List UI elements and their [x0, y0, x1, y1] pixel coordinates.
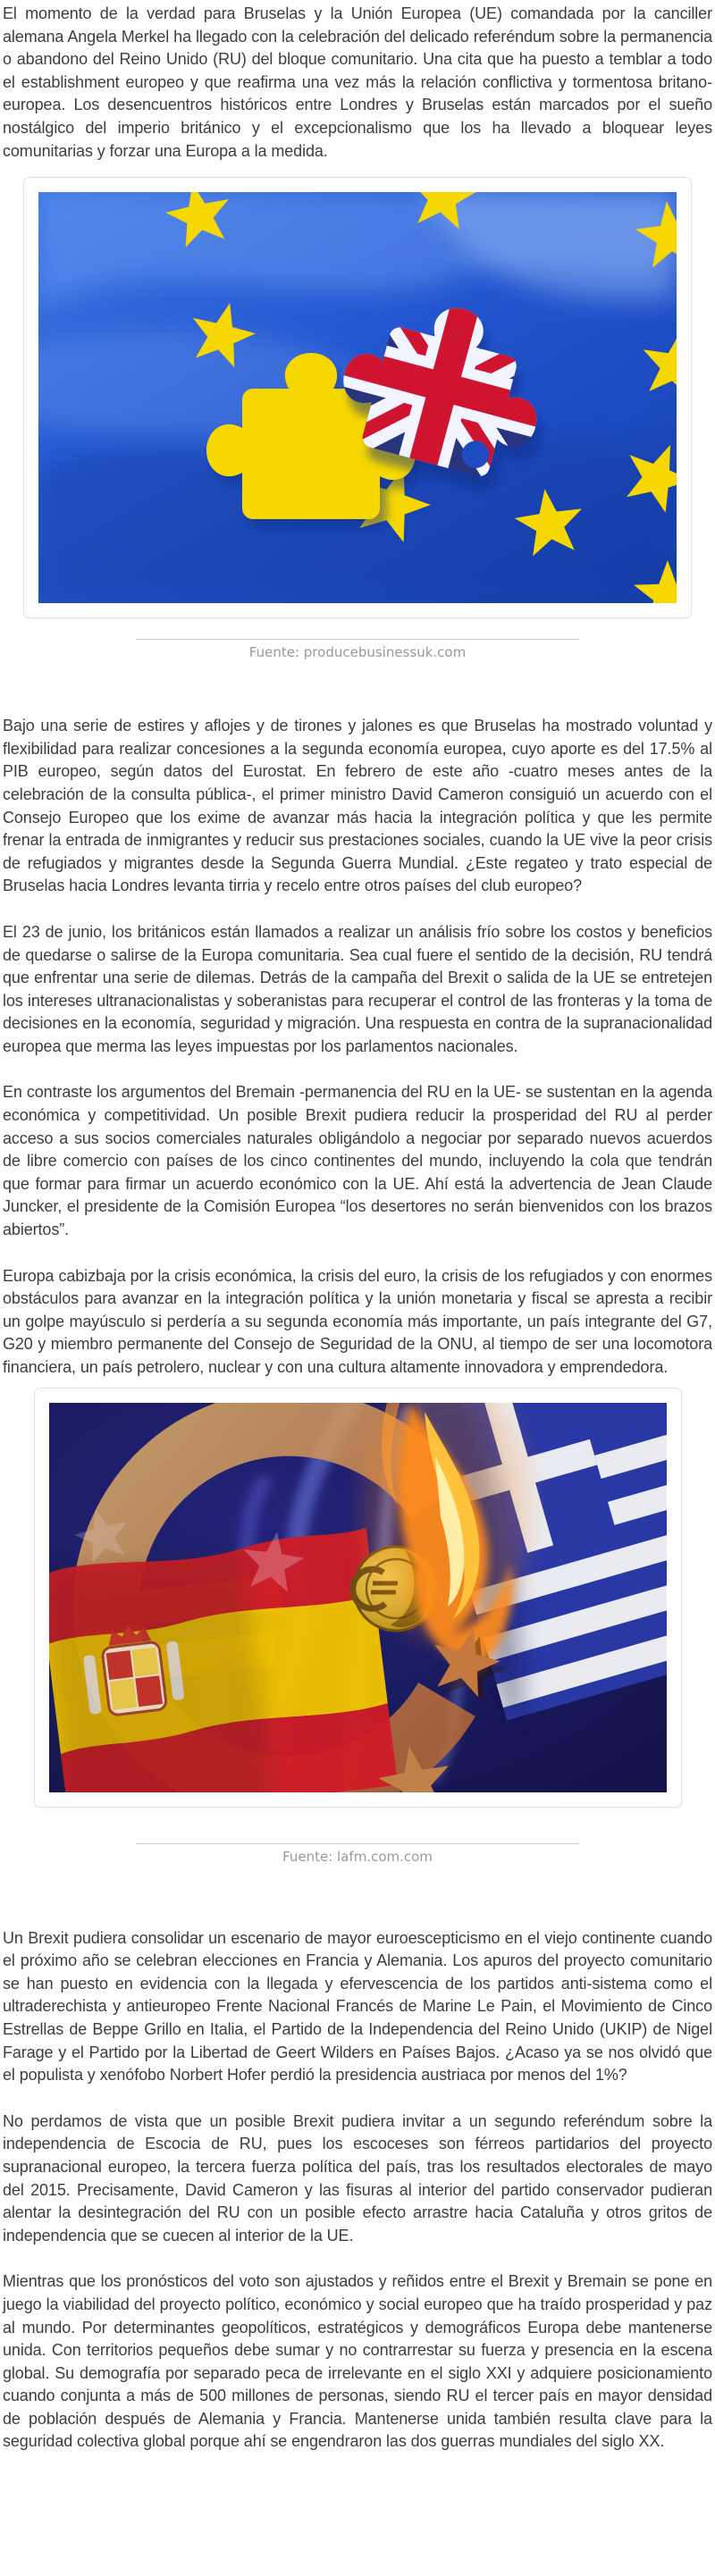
caption-divider [136, 639, 579, 640]
figure-caption: Fuente: producebusinessuk.com [248, 644, 467, 661]
figure-eu-uk-puzzle [0, 177, 715, 661]
paragraph-concessions: Bajo una serie de estires y aflojes y de tirones y jalones es que Bruselas ha mostrado voluntad y flexibilidad para realizar concesiones a la segunda economía europea, cuyo aporte es del 17.5% al PIB europeo, según datos del Eurostat. En febrero de este año -cuatro meses antes de la celebración de la consulta pública-, el primer ministro David Cameron consiguió un acuerdo con el Consejo Europeo que los exime de avanzar más hacia la integración política y que les permite frenar la entrada de inmigrantes y reducir sus prestaciones sociales, cuando la UE vive la peor crisis de refugiados y migrantes desde la Segunda Guerra Mundial. ¿Este regateo y trato especial de Bruselas hacia Londres levanta tirria y recelo entre otros países del club europeo? [3, 717, 712, 895]
photo-frame [34, 1388, 682, 1808]
paragraph-euroscepticism: Un Brexit pudiera consolidar un escenario de mayor euroescepticismo en el viejo continente cuando el próximo año se celebran elecciones en Francia y Alemania. Los apuros del proyecto comunitario se han puesto en evidencia con la llegada y efervescencia de los partidos anti-sistema como el ultraderechista y antieuropeo Frente Nacional Francés de Marine Le Pain, el Movimiento de Cinco Estrellas de Beppe Grillo en Italia, el Partido de la Independencia del Reino Unido (UKIP) de Nigel Farage y el Partido por la Libertad de Geert Wilders en Países Bajos. ¿Acaso ya se nos olvidó que el populista y xenófobo Norbert Hofer perdió la presidencia austriaca por menos del 1%? [3, 1928, 712, 2085]
photo-frame [23, 177, 692, 618]
paragraph-june-23: El 23 de junio, los británicos están llamados a realizar un análisis frío sobre los costos y beneficios de quedarse o salirse de la Europa comunitaria. Sea cual fuere el sentido de la decisión, RU tendrá que enfrentar una serie de dilemas. Detrás de la campaña del Brexit o salida de la UE se entretejen los intereses ultranacionalistas y soberanistas para recuperar el control de las fronteras y la toma de decisiones en la economía, seguridad y migración. Una respuesta en contra de la supranacionalidad europea que merma las leyes impuestas por los parlamentos nacionales. [3, 922, 712, 1055]
photo-drop-shadow [38, 608, 677, 621]
photo-eu-flag-uk-puzzle-piece [38, 192, 677, 603]
paragraph-conclusion: Mientras que los pronósticos del voto son ajustados y reñidos entre el Brexit y Bremain se pone en juego la viabilidad del proyecto político, económico y social europeo que ha traído prosperidad y paz al mundo. Por determinantes geopolíticos, estratégicos y demográficos Europa debe mantenerse unida. Con territorios pequeños debe sumar y no contrarrestar su fuerza y presencia en la escena global. Su demografía por separado peca de irrelevante en el siglo XXI y adquiere posicionamiento cuando conjunta a más de 500 millones de personas, siendo RU el tercer país en mayor densidad de población después de Alemania y Francia. Mantenerse unida también resulta clave para la seguridad colectiva global porque ahí se engendraron las dos guerras mundiales del siglo XX. [3, 2272, 712, 2451]
photo-drop-shadow [49, 1798, 667, 1810]
figure-burning-euro [0, 1388, 715, 1866]
caption-divider [136, 1843, 579, 1844]
paragraph-bremain: En contraste los argumentos del Bremain -permanencia del RU en la UE- se sustentan en la agenda económica y competitividad. Un posible Brexit pudiera reducir la prosperidad del RU al perder acceso a sus socios comerciales naturales obligándolo a negociar por separado nuevos acuerdos de libre comercio con países de los cinco continentes del mundo, incluyendo la cola que tendrán que formar para firmar un acuerdo económico con la UE. Ahí está la advertencia de Jean Claude Juncker, el presidente de la Comisión Europea “los desertores no serán bienvenidos con los brazos abiertos”. [3, 1083, 712, 1239]
paragraph-europa-cabizbaja: Europa cabizbaja por la crisis económica, la crisis del euro, la crisis de los refugiados y con enormes obstáculos para avanzar en la integración política y la unión monetaria y fiscal se apresta a recibir un golpe mayúsculo si perdería a su segunda economía más importante, un país integrante del G7, G20 y miembro permanente del Consejo de Seguridad de la ONU, al tiempo de ser una locomotora financiera, un país petrolero, nuclear y con una cultura altamente innovadora y emprendedora. [3, 1266, 712, 1376]
paragraph-intro: El momento de la verdad para Bruselas y la Unión Europea (UE) comandada por la canciller alemana Angela Merkel ha llegado con la celebración del delicado referéndum sobre la permanencia o abandono del Reino Unido (RU) del bloque comunitario. Una cita que ha puesto a temblar a todo el establishment europeo y que reafirma una vez más la relación conflictiva y tormentosa britano-europea. Los desencuentros históricos entre Londres y Bruselas están marcados por el sueño nostálgico del imperio británico y el excepcionalismo que los ha llevado a bloquear leyes comunitarias y forzar una Europa a la medida. [3, 4, 712, 160]
spain-flag [49, 1527, 398, 1791]
paragraph-scotland: No perdamos de vista que un posible Brexit pudiera invitar a un segundo referéndum sobre la independencia de Escocia de RU, pues los escoceses son férreos partidarios del proyecto supranacional europeo, la tercera fuerza política del país, tras los resultados electorales de mayo del 2015. Precisamente, David Cameron y las fisuras al interior del partido conservador pudieran alentar la desintegración del RU con un posible efecto arrastre hacia Cataluña y otros gritos de independencia que se cuecen al interior de la UE. [3, 2111, 712, 2245]
burning-euro-photo-svg [49, 1403, 667, 1792]
eu-flag-photo-svg [38, 192, 677, 603]
figure-caption: Fuente: lafm.com.com [282, 1848, 433, 1865]
photo-burning-euro-flags [49, 1403, 667, 1792]
